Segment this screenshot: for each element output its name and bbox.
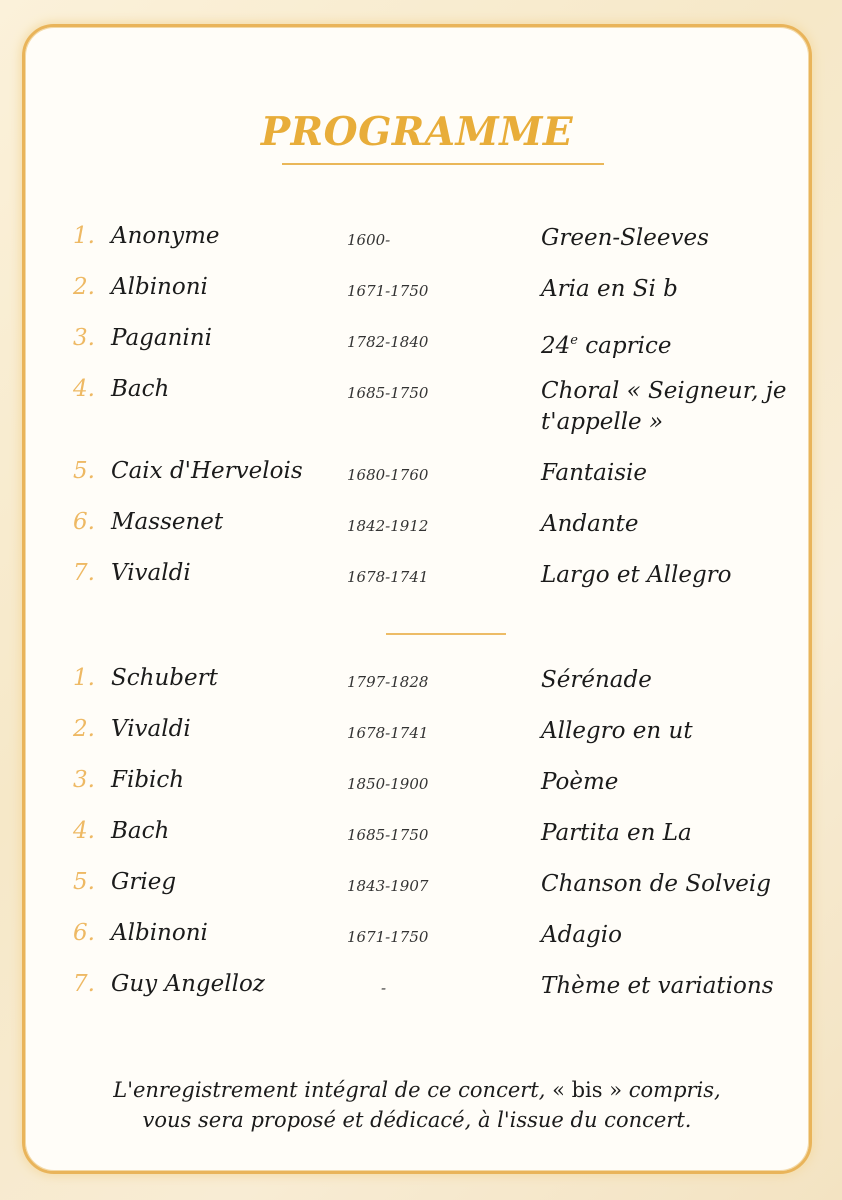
item-number: 3. — [73, 767, 95, 793]
recording-note-bis: « bis » — [552, 1078, 623, 1102]
programme-item — [25, 869, 809, 920]
page-title: PROGRAMME — [260, 109, 574, 155]
composer-name: Caix d'Hervelois — [111, 458, 303, 484]
programme-item — [25, 223, 809, 274]
work-title: Largo et Allegro — [541, 562, 732, 588]
work-title: Adagio — [541, 922, 622, 948]
composer-dates: 1843-1907 — [347, 877, 429, 895]
programme-item — [25, 716, 809, 767]
work-title: Thème et variations — [541, 973, 774, 999]
programme-item — [25, 767, 809, 818]
title-underline — [282, 163, 604, 165]
work-title: Allegro en ut — [541, 718, 693, 744]
work-title: Aria en Si b — [541, 276, 678, 302]
composer-name: Schubert — [111, 665, 218, 691]
item-number: 6. — [73, 920, 95, 946]
item-number: 7. — [73, 971, 95, 997]
item-number: 1. — [73, 665, 95, 691]
programme-item — [25, 274, 809, 325]
programme-part-2 — [25, 665, 809, 1022]
composer-name: Fibich — [111, 767, 185, 793]
composer-dates: 1797-1828 — [347, 673, 429, 691]
composer-name: Guy Angelloz — [111, 971, 265, 997]
composer-dates: 1685-1750 — [347, 826, 429, 844]
programme-item — [25, 376, 809, 458]
work-title: Partita en La — [541, 820, 692, 846]
work-title: Chanson de Solveig — [541, 871, 771, 897]
composer-name: Albinoni — [111, 920, 208, 946]
programme-item — [25, 325, 809, 376]
programme-item — [25, 665, 809, 716]
composer-dates: 1678-1741 — [347, 568, 429, 586]
item-number: 1. — [73, 223, 95, 249]
recording-note — [25, 1075, 809, 1135]
work-title-rest: caprice — [577, 333, 672, 359]
work-title-superscript: e — [570, 333, 578, 348]
item-number: 4. — [73, 376, 95, 402]
composer-dates: 1850-1900 — [347, 775, 429, 793]
item-number: 4. — [73, 818, 95, 844]
composer-dates: 1600- — [347, 231, 391, 249]
work-title-number: 24 — [541, 333, 571, 359]
work-title: Poème — [541, 769, 619, 795]
item-number: 2. — [73, 716, 95, 742]
composer-name: Bach — [111, 818, 170, 844]
composer-name: Grieg — [111, 869, 177, 895]
composer-dates: 1671-1750 — [347, 928, 429, 946]
item-number: 5. — [73, 458, 95, 484]
composer-dates: 1842-1912 — [347, 517, 429, 535]
composer-dates: 1671-1750 — [347, 282, 429, 300]
programme-item — [25, 818, 809, 869]
composer-dates: 1680-1760 — [347, 466, 429, 484]
recording-note-text-a: L'enregistrement intégral de ce concert, — [113, 1078, 553, 1102]
programme-item — [25, 920, 809, 971]
item-number: 3. — [73, 325, 95, 351]
work-title: Choral « Seigneur, je t'appelle » — [541, 378, 787, 435]
work-title: Green-Sleeves — [541, 225, 709, 251]
section-divider — [386, 633, 506, 635]
work-title: Fantaisie — [541, 460, 648, 486]
composer-name: Anonyme — [111, 223, 220, 249]
item-number: 2. — [73, 274, 95, 300]
programme-item — [25, 509, 809, 560]
item-number: 6. — [73, 509, 95, 535]
work-title: Andante — [541, 511, 639, 537]
recording-note-text-c: compris, — [622, 1078, 721, 1102]
composer-name: Albinoni — [111, 274, 208, 300]
item-number: 5. — [73, 869, 95, 895]
composer-name: Paganini — [111, 325, 212, 351]
recording-note-line-1 — [25, 1075, 809, 1105]
item-number: 7. — [73, 560, 95, 586]
composer-dates: - — [381, 979, 387, 997]
work-title: Sérénade — [541, 667, 652, 693]
programme-card — [22, 24, 812, 1174]
work-title — [541, 325, 831, 362]
composer-name: Bach — [111, 376, 170, 402]
composer-name: Vivaldi — [111, 716, 191, 742]
composer-dates: 1678-1741 — [347, 724, 429, 742]
programme-item — [25, 560, 809, 611]
programme-item — [25, 458, 809, 509]
recording-note-line-2: vous sera proposé et dédicacé, à l'issue du concert. — [142, 1108, 692, 1132]
composer-dates: 1685-1750 — [347, 384, 429, 402]
composer-dates: 1782-1840 — [347, 333, 429, 351]
composer-name: Vivaldi — [111, 560, 191, 586]
programme-part-1 — [25, 223, 809, 611]
composer-name: Massenet — [111, 509, 224, 535]
programme-item — [25, 971, 809, 1022]
